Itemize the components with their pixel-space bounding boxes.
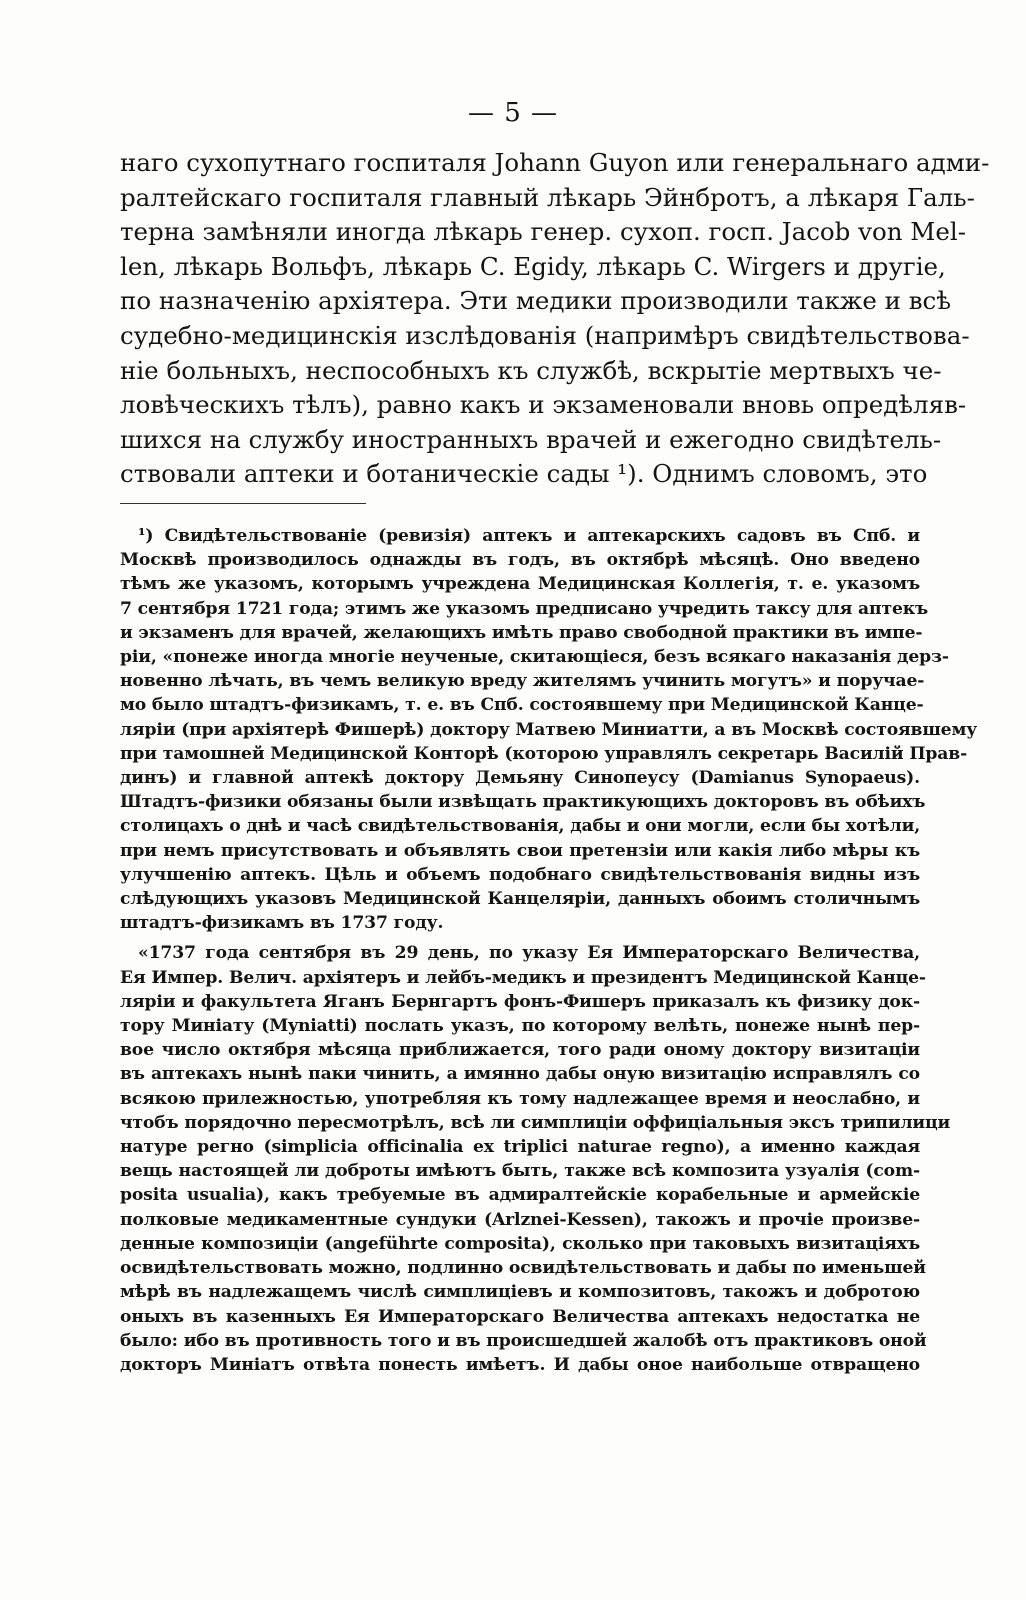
- footnote-line: полковые медикаментные сундуки (Arlznei-Kessen), такожъ и прочіе произве-: [120, 1209, 920, 1230]
- footnote-line: натуре регно (simplicia officinalia ex triplici naturae regno), а именно каждая: [120, 1137, 920, 1158]
- footnote-divider: [120, 503, 366, 504]
- footnote-line: и экзаменъ для врачей, желающихъ имѣть право свободной практики въ импе-: [120, 622, 923, 643]
- footnote-line: улучшенію аптекъ. Цѣль и объемъ подобнаго свидѣтельствованія видны изъ: [120, 864, 920, 885]
- text-line: ствовали аптеки и ботаническіе сады ¹). Однимъ словомъ, это: [120, 459, 928, 489]
- footnote-line: ріи, «понеже иногда многіе неученые, скитающіеся, безъ всякаго наказанія дерз-: [120, 647, 949, 668]
- footnote-line: въ аптекахъ нынѣ паки чинить, а имянно дабы оную визитацію исправлялъ со: [120, 1064, 920, 1085]
- footnote-line: штадтъ-физикамъ въ 1737 году.: [120, 913, 444, 934]
- footnote-line: чтобъ порядочно пересмотрѣлъ, всѣ ли симплиціи оффиціальныя эксъ трипилици: [120, 1112, 951, 1133]
- footnote-line: «1737 года сентября въ 29 день, по указу Ея Императорскаго Величества,: [138, 943, 920, 964]
- footnote: [120, 524, 978, 1377]
- footnote-line: ляріи (при архіятерѣ Фишерѣ) доктору Матвею Миниатти, а въ Москвѣ состоявшему: [120, 719, 978, 740]
- footnote-line: мо было штадтъ-физикамъ, т. е. въ Спб. состоявшему при Медицинской Канце-: [120, 695, 924, 716]
- text-line: судебно-медицинскія изслѣдованія (напримѣръ свидѣтельствова-: [120, 320, 970, 350]
- footnote-line: тору Миніату (Myniatti) послать указъ, по которому велѣть, понеже нынѣ пер-: [120, 1016, 920, 1037]
- footnote-line: новенно лѣчать, въ чемъ великую вреду жителямъ учинить могутъ» и поручае-: [120, 671, 925, 692]
- footnote-line: денные композиціи (angeführte composita), сколько при таковыхъ визитаціяхъ: [120, 1233, 920, 1254]
- footnote-line: Ея Импер. Велич. архіятеръ и лейбъ-медикъ и президентъ Медицинской Канце-: [120, 967, 926, 988]
- footnote-line: освидѣтельствовать можно, подлинно освидѣтельствовать и дабы по именьшей: [120, 1258, 926, 1279]
- footnote-line: столицахъ о днѣ и часѣ свидѣтельствованія, дабы и они могли, если бы хотѣли,: [120, 816, 921, 837]
- footnote-line: докторъ Миніатъ отвѣта понесть имѣетъ. И дабы оное наибольше отвращено: [120, 1354, 920, 1375]
- text-line: ралтейскаго госпиталя главный лѣкарь Эйнбротъ, а лѣкаря Галь-: [120, 182, 975, 212]
- page-number: — 5 —: [467, 98, 559, 128]
- footnote-line: всякою прилежностью, употребляя къ тому надлежащее время и неослабно, и: [120, 1088, 920, 1109]
- text-line: ніе больныхъ, неспособныхъ къ службѣ, вскрытіе мертвыхъ че-: [120, 355, 942, 385]
- footnote-line: Москвѣ производилось однажды въ годъ, въ октябрѣ мѣсяцѣ. Оно введено: [120, 550, 920, 571]
- footnote-line: Штадтъ-физики обязаны были извѣщать практикующихъ докторовъ въ обѣихъ: [120, 792, 926, 813]
- main-text: [120, 146, 990, 492]
- text-line: шихся на службу иностранныхъ врачей и ежегодно свидѣтель-: [120, 424, 942, 454]
- text-line: по назначенію архіятера. Эти медики производили также и всѣ: [120, 286, 952, 316]
- footnote-line: 7 сентября 1721 года; этимъ же указомъ предписано учредить таксу для аптекъ: [120, 598, 929, 619]
- footnote-line: ¹) Свидѣтельствованіе (ревизія) аптекъ и аптекарскихъ садовъ въ Спб. и: [138, 526, 920, 546]
- footnote-line: при тамошней Медицинской Конторѣ (которою управлялъ секретарь Василій Прав-: [120, 743, 968, 764]
- footnote-line: posita usualia), какъ требуемые въ адмиралтейскіе корабельные и армейскіе: [120, 1185, 920, 1206]
- text-line: наго сухопутнаго госпиталя Johann Guyon или генеральнаго адми-: [120, 148, 990, 177]
- text-line: терна замѣняли иногда лѣкарь генер. сухоп. госп. Jacob von Mel-: [120, 217, 966, 247]
- footnote-line: вое число октября мѣсяца приближается, того ради оному доктору визитаціи: [120, 1040, 920, 1061]
- footnote-line: вещь настоящей ли доброты имѣютъ быть, также всѣ композита узуалія (com-: [120, 1161, 920, 1182]
- text-line: ловѣческихъ тѣлъ), равно какъ и экзаменовали вновь опредѣляв-: [120, 390, 967, 420]
- footnote-line: было: ибо въ противность того и въ происшедшей жалобѣ отъ практиковъ оной: [120, 1330, 927, 1351]
- footnote-line: слѣдующихъ указовъ Медицинской Канцеляріи, данныхъ обоимъ столичнымъ: [120, 889, 920, 910]
- footnote-line: при немъ присутствовать и объявлять свои претензіи или какія либо мѣры къ: [120, 840, 920, 861]
- text-line: len, лѣкарь Вольфъ, лѣкарь C. Egidy, лѣкарь C. Wirgers и другіе,: [120, 251, 946, 281]
- footnote-line: мѣрѣ въ надлежащемъ числѣ симплиціевъ и композитовъ, такожъ и добротою: [120, 1282, 920, 1303]
- footnote-line: оныхъ въ казенныхъ Ея Императорскаго Величества аптекахъ недостатка не: [120, 1306, 920, 1327]
- footnote-line: динъ) и главной аптекѣ доктору Демьяну Синопеусу (Damianus Synopaeus).: [120, 768, 920, 789]
- footnote-line: тѣмъ же указомъ, которымъ учреждена Медицинская Коллегія, т. е. указомъ: [120, 574, 920, 595]
- footnote-line: ляріи и факультета Яганъ Бернгартъ фонъ-Фишеръ приказалъ къ физику док-: [120, 991, 920, 1012]
